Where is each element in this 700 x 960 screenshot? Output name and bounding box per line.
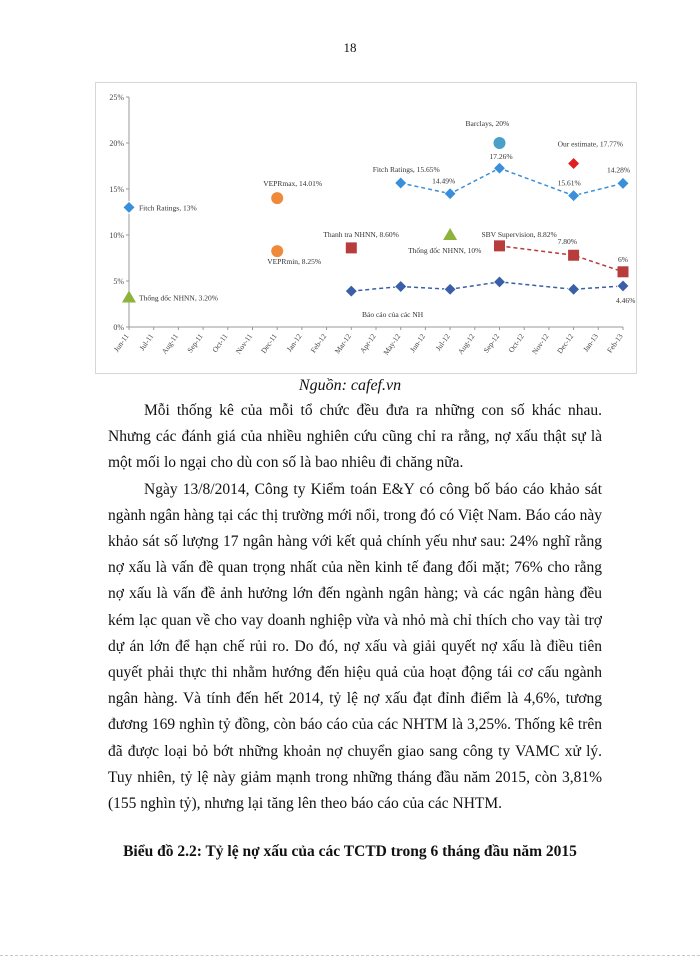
series-line bbox=[500, 246, 624, 272]
square-marker bbox=[568, 250, 579, 261]
data-label: Thống đốc NHNN, 10% bbox=[408, 246, 482, 255]
square-marker bbox=[494, 240, 505, 251]
data-label: 4.46% bbox=[616, 295, 636, 305]
y-tick-label: 25% bbox=[109, 93, 124, 102]
npl-scatter-chart bbox=[95, 82, 637, 374]
x-tick-label: May-12 bbox=[381, 331, 403, 357]
x-tick-label: Oct-12 bbox=[506, 331, 526, 355]
data-label: 14.49% bbox=[432, 176, 456, 186]
data-label: 6% bbox=[618, 254, 628, 264]
figure-caption: Biểu đồ 2.2: Tỷ lệ nợ xấu của các TCTD trong 6 tháng đầu năm 2015 bbox=[123, 843, 577, 860]
diamond-marker bbox=[568, 158, 580, 170]
y-tick-label: 20% bbox=[109, 139, 124, 148]
data-label: Our estimate, 17.77% bbox=[557, 139, 624, 149]
x-tick-label: Jan-13 bbox=[581, 331, 600, 354]
x-tick-label: Sep-12 bbox=[481, 331, 502, 355]
x-tick-label: Jun-11 bbox=[111, 331, 131, 354]
square-marker bbox=[618, 266, 629, 277]
diamond-marker bbox=[345, 285, 357, 297]
data-label: Fitch Ratings, 13% bbox=[139, 203, 197, 213]
x-tick-label: Dec-12 bbox=[555, 331, 576, 356]
y-tick-label: 10% bbox=[109, 231, 124, 240]
series-line bbox=[351, 282, 623, 291]
paragraph-1: Mỗi thống kê của mỗi tổ chức đều đưa ra những con số khác nhau. Nhưng các đánh giá của nhiều nghiên cứu cũng chỉ ra rằng, nợ xấu thật sự là một mối lo ngại cho dù con số là bao nhiêu đi chăng nữa. bbox=[108, 402, 602, 472]
diamond-marker bbox=[494, 276, 506, 288]
y-tick-label: 0% bbox=[113, 323, 124, 332]
diamond-marker bbox=[568, 190, 580, 202]
body-text bbox=[108, 398, 602, 817]
chart-svg bbox=[96, 83, 636, 373]
triangle-marker bbox=[443, 228, 457, 240]
diamond-marker bbox=[123, 201, 135, 213]
data-label: VEPRmin, 8.25% bbox=[267, 257, 322, 267]
x-tick-label: Jan-12 bbox=[284, 331, 304, 354]
x-tick-label: Sep-11 bbox=[185, 331, 205, 355]
x-tick-label: Dec-11 bbox=[258, 331, 279, 356]
y-tick-label: 5% bbox=[113, 277, 124, 286]
triangle-marker bbox=[122, 291, 136, 303]
diamond-marker bbox=[568, 283, 580, 295]
x-tick-label: Nov-11 bbox=[233, 331, 255, 356]
data-label: 17.26% bbox=[489, 152, 513, 162]
diamond-marker bbox=[494, 162, 506, 174]
circle-marker bbox=[271, 245, 283, 257]
diamond-marker bbox=[617, 280, 629, 292]
square-marker bbox=[346, 242, 357, 253]
data-label: 15.61% bbox=[557, 178, 581, 188]
x-tick-label: Jun-12 bbox=[407, 331, 428, 354]
x-tick-label: Jul-12 bbox=[433, 331, 452, 353]
page-bottom-rule bbox=[0, 955, 700, 956]
data-label: Barclays, 20% bbox=[465, 119, 510, 128]
x-tick-label: Aug-12 bbox=[455, 331, 477, 356]
data-label: VEPRmax, 14.01% bbox=[263, 179, 323, 189]
data-label: Thống đốc NHNN, 3.20% bbox=[139, 293, 218, 303]
paragraph-2: Ngày 13/8/2014, Công ty Kiểm toán E&Y có công bố báo cáo khảo sát ngành ngân hàng tại các thị trường mới nổi, trong đó có Việt Nam. Báo cáo này khảo sát số lượng 17 ngân hàng với kết quả chính yếu như sau: 24% nghĩ rằng nợ xấu là vấn đề quan trọng nhất của nền kinh tế đang đối mặt; 76% cho rằng nợ xấu là vấn đề ảnh hưởng lớn đến ngành ngân hàng; và các ngân hàng đều kém lạc quan về cho vay doanh nghiệp vừa và nhỏ mà chỉ thích cho vay tài trợ dự án lớn để hạn chế rủi ro. Do đó, nợ xấu và giải quyết nợ xấu là điều tiên quyết phải thực thi nhằm hướng đến hiệu quả của hoạt động tái cơ cấu ngành ngân hàng. Và tính đến hết 2014, tỷ lệ nợ xấu đạt đỉnh điểm là 4,6%, tương đương 169 nghìn tỷ đồng, còn báo cáo của các NHTM là 3,25%. Thống kê trên đã được loại bỏ bớt những khoản nợ chuyển giao sang công ty VAMC xử lý. Tuy nhiên, tỷ lệ này giảm mạnh trong những tháng đầu năm 2015, còn 3,81% (155 nghìn tỷ), nhưng lại tăng lên theo báo cáo của các NHTM. bbox=[108, 480, 602, 813]
x-tick-label: Aug-11 bbox=[159, 331, 181, 356]
x-tick-label: Feb-12 bbox=[308, 331, 329, 355]
data-label: 14.28% bbox=[607, 165, 631, 175]
diamond-marker bbox=[395, 177, 407, 189]
y-tick-label: 15% bbox=[109, 185, 124, 194]
x-tick-label: Jul-11 bbox=[137, 331, 156, 353]
diamond-marker bbox=[617, 177, 629, 189]
x-tick-label: Oct-11 bbox=[210, 331, 230, 354]
chart-source: Nguồn: cafef.vn bbox=[298, 377, 402, 394]
diamond-marker bbox=[395, 281, 407, 293]
circle-marker bbox=[494, 137, 506, 149]
x-tick-label: Feb-13 bbox=[605, 331, 625, 355]
x-tick-label: Nov-12 bbox=[530, 331, 551, 356]
page-number: 18 bbox=[343, 40, 357, 55]
circle-marker bbox=[271, 192, 283, 204]
diamond-marker bbox=[444, 283, 456, 295]
x-tick-label: Apr-12 bbox=[357, 331, 378, 355]
data-label: Báo cáo của các NH bbox=[362, 310, 424, 320]
diamond-marker bbox=[444, 188, 456, 200]
data-label: SBV Supervision, 8.82% bbox=[481, 229, 557, 239]
data-label: Thanh tra NHNN, 8.60% bbox=[323, 229, 399, 239]
data-label: 7.80% bbox=[557, 237, 577, 247]
x-tick-label: Mar-12 bbox=[332, 331, 353, 356]
data-label: Fitch Ratings, 15.65% bbox=[372, 165, 440, 175]
